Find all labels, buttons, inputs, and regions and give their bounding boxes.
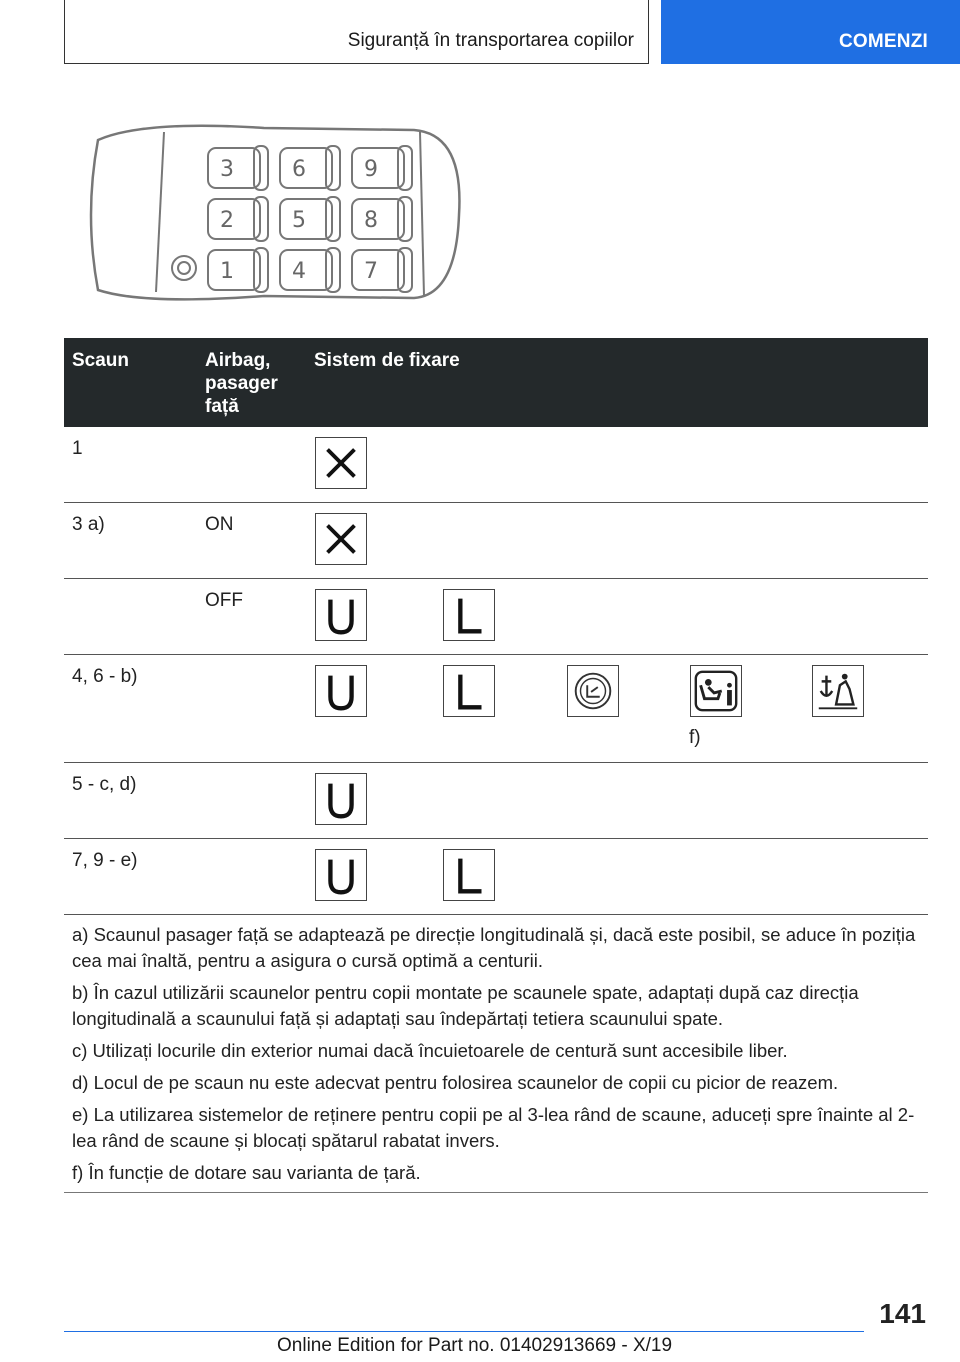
tab-comenzi[interactable] — [661, 0, 960, 64]
seat-number: 9 — [364, 157, 378, 182]
table-row — [64, 763, 928, 839]
footnote-d: d) Locul de pe scaun nu este adecvat pentru folosirea scaunelor de copii cu picior de reazem. — [72, 1072, 839, 1093]
table-row — [64, 579, 928, 655]
header-bar — [64, 0, 649, 64]
footnote-b: b) În cazul utilizării scaunelor pentru copii montate pe scaunele spate, adaptați după caz direcția longitudinală a scaunului față și adaptați sau îndepărtați tetiera scaunului spate. — [72, 982, 859, 1029]
footer-divider — [64, 1331, 864, 1332]
seat-layout-diagram — [84, 120, 464, 305]
header-system: Sistem de fixare — [314, 350, 460, 371]
seat-number: 4 — [292, 259, 306, 284]
footnote-a: a) Scaunul pasager față se adaptează pe direcție longitudinală și, dacă este posibil, se aduce în poziția cea mai înaltă, pentru a asigura o cursă optimă a centurii. — [72, 924, 916, 971]
universal-u-icon — [315, 849, 367, 901]
table-row — [64, 655, 928, 763]
cross-icon — [315, 513, 367, 565]
footnote-c: c) Utilizați locurile din exterior numai dacă încuietoarele de centură sunt accesibile liber. — [72, 1040, 788, 1061]
lateral-l-icon — [443, 665, 495, 717]
child-seat-table — [64, 338, 928, 915]
seat-cell: 1 — [72, 438, 83, 459]
footnote-marker: f) — [689, 727, 701, 748]
airbag-cell: OFF — [205, 590, 243, 611]
edition-info: Online Edition for Part no. 01402913669 - X/19 — [277, 1335, 673, 1356]
section-title: Siguranță în transportarea copiilor — [347, 30, 634, 51]
isofix-icon — [567, 665, 619, 717]
footnote-e: e) La utilizarea sistemelor de reținere pentru copii pe al 3-lea rând de scaune, aduceți spre înainte al 2-lea rând de scaune și blocați spătarul rabatat invers. — [72, 1104, 915, 1151]
airbag-cell: ON — [205, 514, 234, 535]
seat-number: 6 — [292, 157, 306, 182]
tab-label: COMENZI — [838, 31, 928, 52]
seat-number: 5 — [292, 208, 306, 233]
footnote-f: f) În funcție de dotare sau varianta de țară. — [72, 1162, 421, 1183]
lateral-l-icon — [443, 849, 495, 901]
seat-cell: 5 - c, d) — [72, 774, 137, 795]
table-row — [64, 503, 928, 579]
seat-number: 7 — [364, 259, 378, 284]
table-header — [64, 338, 928, 427]
page-number: 141 — [879, 1298, 926, 1329]
seat-number: 1 — [220, 259, 234, 284]
footnotes — [64, 912, 928, 1193]
header-airbag: Airbag, pasager față — [205, 350, 278, 417]
seat-number: 3 — [220, 157, 234, 182]
seat-cell: 4, 6 - b) — [72, 666, 138, 687]
seat-number: 8 — [364, 208, 378, 233]
universal-u-icon — [315, 773, 367, 825]
header-seat: Scaun — [72, 350, 130, 371]
table-row — [64, 839, 928, 915]
seat-cell: 7, 9 - e) — [72, 850, 138, 871]
universal-u-icon — [315, 589, 367, 641]
i-size-icon — [690, 665, 742, 717]
universal-u-icon — [315, 665, 367, 717]
seat-cell: 3 a) — [72, 514, 105, 535]
top-tether-icon — [812, 665, 864, 717]
table-row — [64, 427, 928, 503]
cross-icon — [315, 437, 367, 489]
seat-number: 2 — [220, 208, 234, 233]
lateral-l-icon — [443, 589, 495, 641]
